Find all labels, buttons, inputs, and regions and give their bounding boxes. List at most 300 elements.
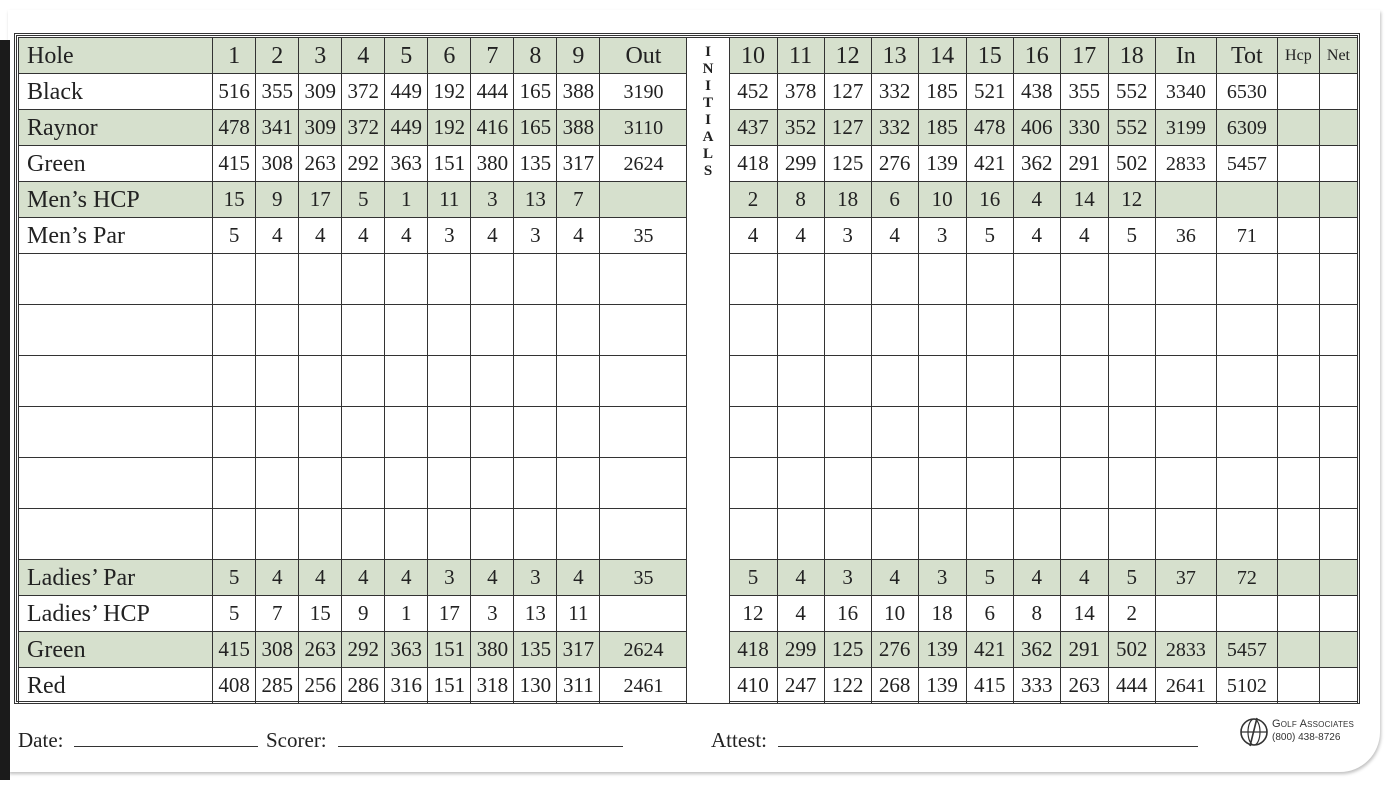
out-header: Out <box>600 38 687 74</box>
hole-value: 10 <box>918 182 966 218</box>
score-cell[interactable] <box>918 509 966 560</box>
score-cell[interactable] <box>471 407 514 458</box>
in-total: 3199 <box>1155 110 1216 146</box>
score-cell[interactable] <box>966 458 1013 509</box>
score-cell[interactable] <box>557 356 600 407</box>
player-name-cell[interactable] <box>19 458 213 509</box>
net-cell[interactable] <box>1319 560 1357 596</box>
score-cell[interactable] <box>729 254 777 305</box>
score-cell[interactable] <box>256 458 299 509</box>
score-cell[interactable] <box>1013 407 1060 458</box>
hcp-cell[interactable] <box>1277 182 1319 218</box>
score-cell[interactable] <box>1013 458 1060 509</box>
initials-letter: L <box>702 146 713 162</box>
score-cell[interactable] <box>514 305 557 356</box>
score-cell[interactable] <box>514 407 557 458</box>
tot-score-cell[interactable] <box>1216 407 1277 458</box>
hcp-cell[interactable] <box>1277 74 1319 110</box>
hcp-cell[interactable] <box>1277 509 1319 560</box>
hole-value: 4 <box>557 560 600 596</box>
score-cell[interactable] <box>256 509 299 560</box>
out-total: 2624 <box>600 632 687 668</box>
score-cell[interactable] <box>1060 407 1108 458</box>
score-cell[interactable] <box>299 356 342 407</box>
hole-value: 3 <box>428 560 471 596</box>
hole-value: 17 <box>299 182 342 218</box>
score-cell[interactable] <box>729 305 777 356</box>
player-name-cell[interactable] <box>19 509 213 560</box>
score-cell[interactable] <box>557 305 600 356</box>
hole-value: 316 <box>385 668 428 704</box>
score-cell[interactable] <box>385 509 428 560</box>
score-cell[interactable] <box>1108 407 1155 458</box>
score-cell[interactable] <box>1108 254 1155 305</box>
hole-value: 9 <box>256 182 299 218</box>
tot-total: 71 <box>1216 218 1277 254</box>
hole-number-header: 14 <box>918 38 966 74</box>
hole-value: 4 <box>729 218 777 254</box>
score-cell[interactable] <box>966 305 1013 356</box>
hole-value: 309 <box>299 110 342 146</box>
hole-value: 291 <box>1060 146 1108 182</box>
score-cell[interactable] <box>966 254 1013 305</box>
hole-value: 478 <box>213 110 256 146</box>
header-hole-label: Hole <box>19 38 213 74</box>
hole-value: 317 <box>557 146 600 182</box>
hole-value: 3 <box>471 596 514 632</box>
score-cell[interactable] <box>342 356 385 407</box>
scan-edge <box>0 40 10 780</box>
score-cell[interactable] <box>1108 458 1155 509</box>
hole-value: 4 <box>1013 560 1060 596</box>
net-cell[interactable] <box>1319 146 1357 182</box>
score-cell[interactable] <box>342 458 385 509</box>
hcp-cell[interactable] <box>1277 218 1319 254</box>
hole-value: 308 <box>256 146 299 182</box>
hole-value: 285 <box>256 668 299 704</box>
hole-number-header: 6 <box>428 38 471 74</box>
score-cell[interactable] <box>514 458 557 509</box>
score-cell[interactable] <box>514 356 557 407</box>
score-cell[interactable] <box>729 356 777 407</box>
hole-number-header: 17 <box>1060 38 1108 74</box>
score-cell[interactable] <box>1013 254 1060 305</box>
hole-value: 16 <box>966 182 1013 218</box>
hole-value: 415 <box>213 146 256 182</box>
hole-value: 4 <box>777 560 824 596</box>
score-cell[interactable] <box>213 305 256 356</box>
row-label: Men’s Par <box>19 218 213 254</box>
hole-value: 318 <box>471 668 514 704</box>
hole-value: 276 <box>871 632 918 668</box>
hcp-cell[interactable] <box>1277 668 1319 704</box>
score-cell[interactable] <box>471 305 514 356</box>
score-cell[interactable] <box>871 458 918 509</box>
score-cell[interactable] <box>471 254 514 305</box>
score-cell[interactable] <box>966 356 1013 407</box>
score-cell[interactable] <box>966 407 1013 458</box>
score-cell[interactable] <box>213 407 256 458</box>
score-cell[interactable] <box>471 509 514 560</box>
net-cell[interactable] <box>1319 182 1357 218</box>
initials-letter: I <box>705 44 711 60</box>
row-label: Green <box>19 632 213 668</box>
out-score-cell[interactable] <box>600 356 687 407</box>
score-cell[interactable] <box>428 407 471 458</box>
hole-value: 444 <box>1108 668 1155 704</box>
hole-value: 268 <box>871 668 918 704</box>
player-name-cell[interactable] <box>19 305 213 356</box>
hole-value: 7 <box>256 596 299 632</box>
hole-value: 449 <box>385 74 428 110</box>
hole-value: 5 <box>213 596 256 632</box>
in-score-cell[interactable] <box>1155 254 1216 305</box>
hole-value: 5 <box>1108 560 1155 596</box>
hole-value: 309 <box>299 74 342 110</box>
net-cell[interactable] <box>1319 110 1357 146</box>
score-cell[interactable] <box>777 356 824 407</box>
hole-value: 4 <box>871 560 918 596</box>
hole-value: 263 <box>1060 668 1108 704</box>
score-cell[interactable] <box>342 254 385 305</box>
player-name-cell[interactable] <box>19 254 213 305</box>
hcp-cell[interactable] <box>1277 560 1319 596</box>
score-cell[interactable] <box>1013 356 1060 407</box>
hole-value: 13 <box>514 596 557 632</box>
score-cell[interactable] <box>342 407 385 458</box>
score-cell[interactable] <box>213 509 256 560</box>
hole-value: 418 <box>729 146 777 182</box>
score-cell[interactable] <box>299 305 342 356</box>
hole-value: 127 <box>824 74 871 110</box>
tot-total: 5457 <box>1216 146 1277 182</box>
tot-total: 72 <box>1216 560 1277 596</box>
hole-value: 421 <box>966 632 1013 668</box>
hole-value: 130 <box>514 668 557 704</box>
hole-value: 122 <box>824 668 871 704</box>
in-score-cell[interactable] <box>1155 356 1216 407</box>
hole-value: 311 <box>557 668 600 704</box>
golf-globe-icon <box>1238 716 1270 748</box>
hole-value: 165 <box>514 74 557 110</box>
in-score-cell[interactable] <box>1155 509 1216 560</box>
score-cell[interactable] <box>342 305 385 356</box>
score-cell[interactable] <box>777 509 824 560</box>
score-cell[interactable] <box>1013 305 1060 356</box>
hole-value: 151 <box>428 668 471 704</box>
score-cell[interactable] <box>299 407 342 458</box>
score-cell[interactable] <box>1060 356 1108 407</box>
hole-value: 437 <box>729 110 777 146</box>
score-cell[interactable] <box>213 356 256 407</box>
score-cell[interactable] <box>557 254 600 305</box>
score-cell[interactable] <box>1108 356 1155 407</box>
hole-value: 127 <box>824 110 871 146</box>
hole-value: 11 <box>428 182 471 218</box>
score-cell[interactable] <box>918 458 966 509</box>
score-cell[interactable] <box>385 254 428 305</box>
score-cell[interactable] <box>777 305 824 356</box>
score-cell[interactable] <box>385 356 428 407</box>
scorer-label: Scorer: <box>266 728 327 752</box>
hole-value: 16 <box>824 596 871 632</box>
in-score-cell[interactable] <box>1155 458 1216 509</box>
row-label: Ladies’ HCP <box>19 596 213 632</box>
score-cell[interactable] <box>213 458 256 509</box>
net-cell[interactable] <box>1319 74 1357 110</box>
hole-value: 4 <box>256 560 299 596</box>
score-cell[interactable] <box>299 509 342 560</box>
score-cell[interactable] <box>824 254 871 305</box>
hole-value: 8 <box>1013 596 1060 632</box>
hole-value: 299 <box>777 632 824 668</box>
hole-number-header: 8 <box>514 38 557 74</box>
score-cell[interactable] <box>428 254 471 305</box>
hole-value: 362 <box>1013 632 1060 668</box>
hole-value: 552 <box>1108 74 1155 110</box>
score-cell[interactable] <box>299 458 342 509</box>
hole-value: 5 <box>342 182 385 218</box>
net-cell[interactable] <box>1319 596 1357 632</box>
score-cell[interactable] <box>299 254 342 305</box>
initials-letter: N <box>702 61 714 77</box>
hole-value: 421 <box>966 146 1013 182</box>
hole-value: 125 <box>824 632 871 668</box>
out-score-cell[interactable] <box>600 305 687 356</box>
out-score-cell[interactable] <box>600 254 687 305</box>
hole-value: 15 <box>299 596 342 632</box>
score-cell[interactable] <box>871 305 918 356</box>
tot-total: 6309 <box>1216 110 1277 146</box>
hole-value: 139 <box>918 632 966 668</box>
hcp-cell[interactable] <box>1277 146 1319 182</box>
score-cell[interactable] <box>824 407 871 458</box>
out-total: 2461 <box>600 668 687 704</box>
score-cell[interactable] <box>557 509 600 560</box>
hole-value: 410 <box>729 668 777 704</box>
hole-value: 408 <box>213 668 256 704</box>
date-field[interactable] <box>74 746 258 747</box>
out-total: 3110 <box>600 110 687 146</box>
score-cell[interactable] <box>871 509 918 560</box>
hole-value: 5 <box>1108 218 1155 254</box>
out-total: 35 <box>600 218 687 254</box>
score-cell[interactable] <box>777 458 824 509</box>
hole-value: 292 <box>342 146 385 182</box>
tot-score-cell[interactable] <box>1216 356 1277 407</box>
hole-value: 8 <box>777 182 824 218</box>
hole-value: 552 <box>1108 110 1155 146</box>
hole-value: 352 <box>777 110 824 146</box>
in-total <box>1155 182 1216 218</box>
hole-number-header: 10 <box>729 38 777 74</box>
hole-value: 4 <box>471 560 514 596</box>
hole-value: 6 <box>966 596 1013 632</box>
score-cell[interactable] <box>918 305 966 356</box>
hole-value: 308 <box>256 632 299 668</box>
hole-value: 5 <box>966 218 1013 254</box>
hole-value: 438 <box>1013 74 1060 110</box>
net-cell[interactable] <box>1319 632 1357 668</box>
in-total: 36 <box>1155 218 1216 254</box>
tot-score-cell[interactable] <box>1216 458 1277 509</box>
out-score-cell[interactable] <box>600 458 687 509</box>
hole-value: 3 <box>824 560 871 596</box>
player-name-cell[interactable] <box>19 407 213 458</box>
hcp-cell[interactable] <box>1277 254 1319 305</box>
hcp-cell[interactable] <box>1277 407 1319 458</box>
score-cell[interactable] <box>1108 509 1155 560</box>
hcp-cell[interactable] <box>1277 305 1319 356</box>
hole-value: 5 <box>213 218 256 254</box>
score-cell[interactable] <box>824 509 871 560</box>
score-cell[interactable] <box>1108 305 1155 356</box>
hole-value: 286 <box>342 668 385 704</box>
in-score-cell[interactable] <box>1155 305 1216 356</box>
score-cell[interactable] <box>428 305 471 356</box>
tot-score-cell[interactable] <box>1216 305 1277 356</box>
net-cell[interactable] <box>1319 254 1357 305</box>
hole-number-header: 3 <box>299 38 342 74</box>
score-cell[interactable] <box>385 305 428 356</box>
score-cell[interactable] <box>1060 509 1108 560</box>
score-cell[interactable] <box>966 509 1013 560</box>
score-cell[interactable] <box>871 254 918 305</box>
score-cell[interactable] <box>824 356 871 407</box>
out-total: 2624 <box>600 146 687 182</box>
tot-score-cell[interactable] <box>1216 254 1277 305</box>
hole-value: 291 <box>1060 632 1108 668</box>
score-cell[interactable] <box>514 254 557 305</box>
hole-value: 192 <box>428 74 471 110</box>
hole-number-header: 2 <box>256 38 299 74</box>
net-cell[interactable] <box>1319 356 1357 407</box>
hole-value: 5 <box>729 560 777 596</box>
hole-value: 151 <box>428 146 471 182</box>
tot-total: 6530 <box>1216 74 1277 110</box>
score-cell[interactable] <box>777 407 824 458</box>
score-cell[interactable] <box>256 305 299 356</box>
score-cell[interactable] <box>213 254 256 305</box>
score-cell[interactable] <box>824 305 871 356</box>
hcp-cell[interactable] <box>1277 458 1319 509</box>
score-cell[interactable] <box>342 509 385 560</box>
hole-value: 4 <box>342 560 385 596</box>
row-label: Men’s HCP <box>19 182 213 218</box>
hcp-cell[interactable] <box>1277 632 1319 668</box>
in-total: 2641 <box>1155 668 1216 704</box>
hole-value: 151 <box>428 632 471 668</box>
score-cell[interactable] <box>256 407 299 458</box>
attest-field[interactable] <box>778 746 1198 747</box>
score-cell[interactable] <box>471 458 514 509</box>
score-cell[interactable] <box>428 356 471 407</box>
score-cell[interactable] <box>514 509 557 560</box>
score-cell[interactable] <box>1060 254 1108 305</box>
score-cell[interactable] <box>918 407 966 458</box>
hole-value: 380 <box>471 632 514 668</box>
net-cell[interactable] <box>1319 305 1357 356</box>
hcp-cell[interactable] <box>1277 110 1319 146</box>
score-cell[interactable] <box>777 254 824 305</box>
hole-value: 3 <box>514 218 557 254</box>
hole-value: 502 <box>1108 146 1155 182</box>
hole-value: 12 <box>729 596 777 632</box>
hcp-cell[interactable] <box>1277 596 1319 632</box>
hole-value: 502 <box>1108 632 1155 668</box>
hole-value: 4 <box>299 218 342 254</box>
score-cell[interactable] <box>428 458 471 509</box>
out-total: 35 <box>600 560 687 596</box>
hole-number-header: 9 <box>557 38 600 74</box>
out-score-cell[interactable] <box>600 509 687 560</box>
hole-value: 139 <box>918 668 966 704</box>
tot-score-cell[interactable] <box>1216 509 1277 560</box>
scorer-field[interactable] <box>338 746 623 747</box>
attest-label: Attest: <box>711 728 767 752</box>
score-cell[interactable] <box>557 458 600 509</box>
initials-column[interactable] <box>687 38 729 704</box>
hole-value: 4 <box>777 218 824 254</box>
hole-value: 355 <box>256 74 299 110</box>
hole-value: 7 <box>557 182 600 218</box>
hole-value: 3 <box>428 218 471 254</box>
hole-value: 452 <box>729 74 777 110</box>
score-cell[interactable] <box>557 407 600 458</box>
hole-value: 4 <box>1060 218 1108 254</box>
score-cell[interactable] <box>256 356 299 407</box>
out-score-cell[interactable] <box>600 407 687 458</box>
hole-value: 516 <box>213 74 256 110</box>
hole-value: 14 <box>1060 182 1108 218</box>
player-name-cell[interactable] <box>19 356 213 407</box>
score-cell[interactable] <box>729 458 777 509</box>
score-cell[interactable] <box>729 509 777 560</box>
score-cell[interactable] <box>256 254 299 305</box>
score-cell[interactable] <box>385 458 428 509</box>
in-total: 2833 <box>1155 632 1216 668</box>
hole-value: 11 <box>557 596 600 632</box>
score-cell[interactable] <box>1060 458 1108 509</box>
score-cell[interactable] <box>824 458 871 509</box>
hole-value: 139 <box>918 146 966 182</box>
in-score-cell[interactable] <box>1155 407 1216 458</box>
header-row <box>19 38 1358 74</box>
score-cell[interactable] <box>1013 509 1060 560</box>
net-cell[interactable] <box>1319 407 1357 458</box>
net-cell[interactable] <box>1319 509 1357 560</box>
hole-value: 1 <box>385 596 428 632</box>
score-cell[interactable] <box>1060 305 1108 356</box>
hole-value: 263 <box>299 632 342 668</box>
hole-value: 3 <box>514 560 557 596</box>
net-cell[interactable] <box>1319 458 1357 509</box>
score-cell[interactable] <box>385 407 428 458</box>
net-cell[interactable] <box>1319 218 1357 254</box>
hole-value: 406 <box>1013 110 1060 146</box>
score-cell[interactable] <box>871 356 918 407</box>
in-header: In <box>1155 38 1216 74</box>
score-cell[interactable] <box>918 356 966 407</box>
net-cell[interactable] <box>1319 668 1357 704</box>
score-cell[interactable] <box>471 356 514 407</box>
score-cell[interactable] <box>729 407 777 458</box>
score-cell[interactable] <box>918 254 966 305</box>
score-cell[interactable] <box>428 509 471 560</box>
hole-value: 415 <box>213 632 256 668</box>
hcp-cell[interactable] <box>1277 356 1319 407</box>
score-cell[interactable] <box>871 407 918 458</box>
